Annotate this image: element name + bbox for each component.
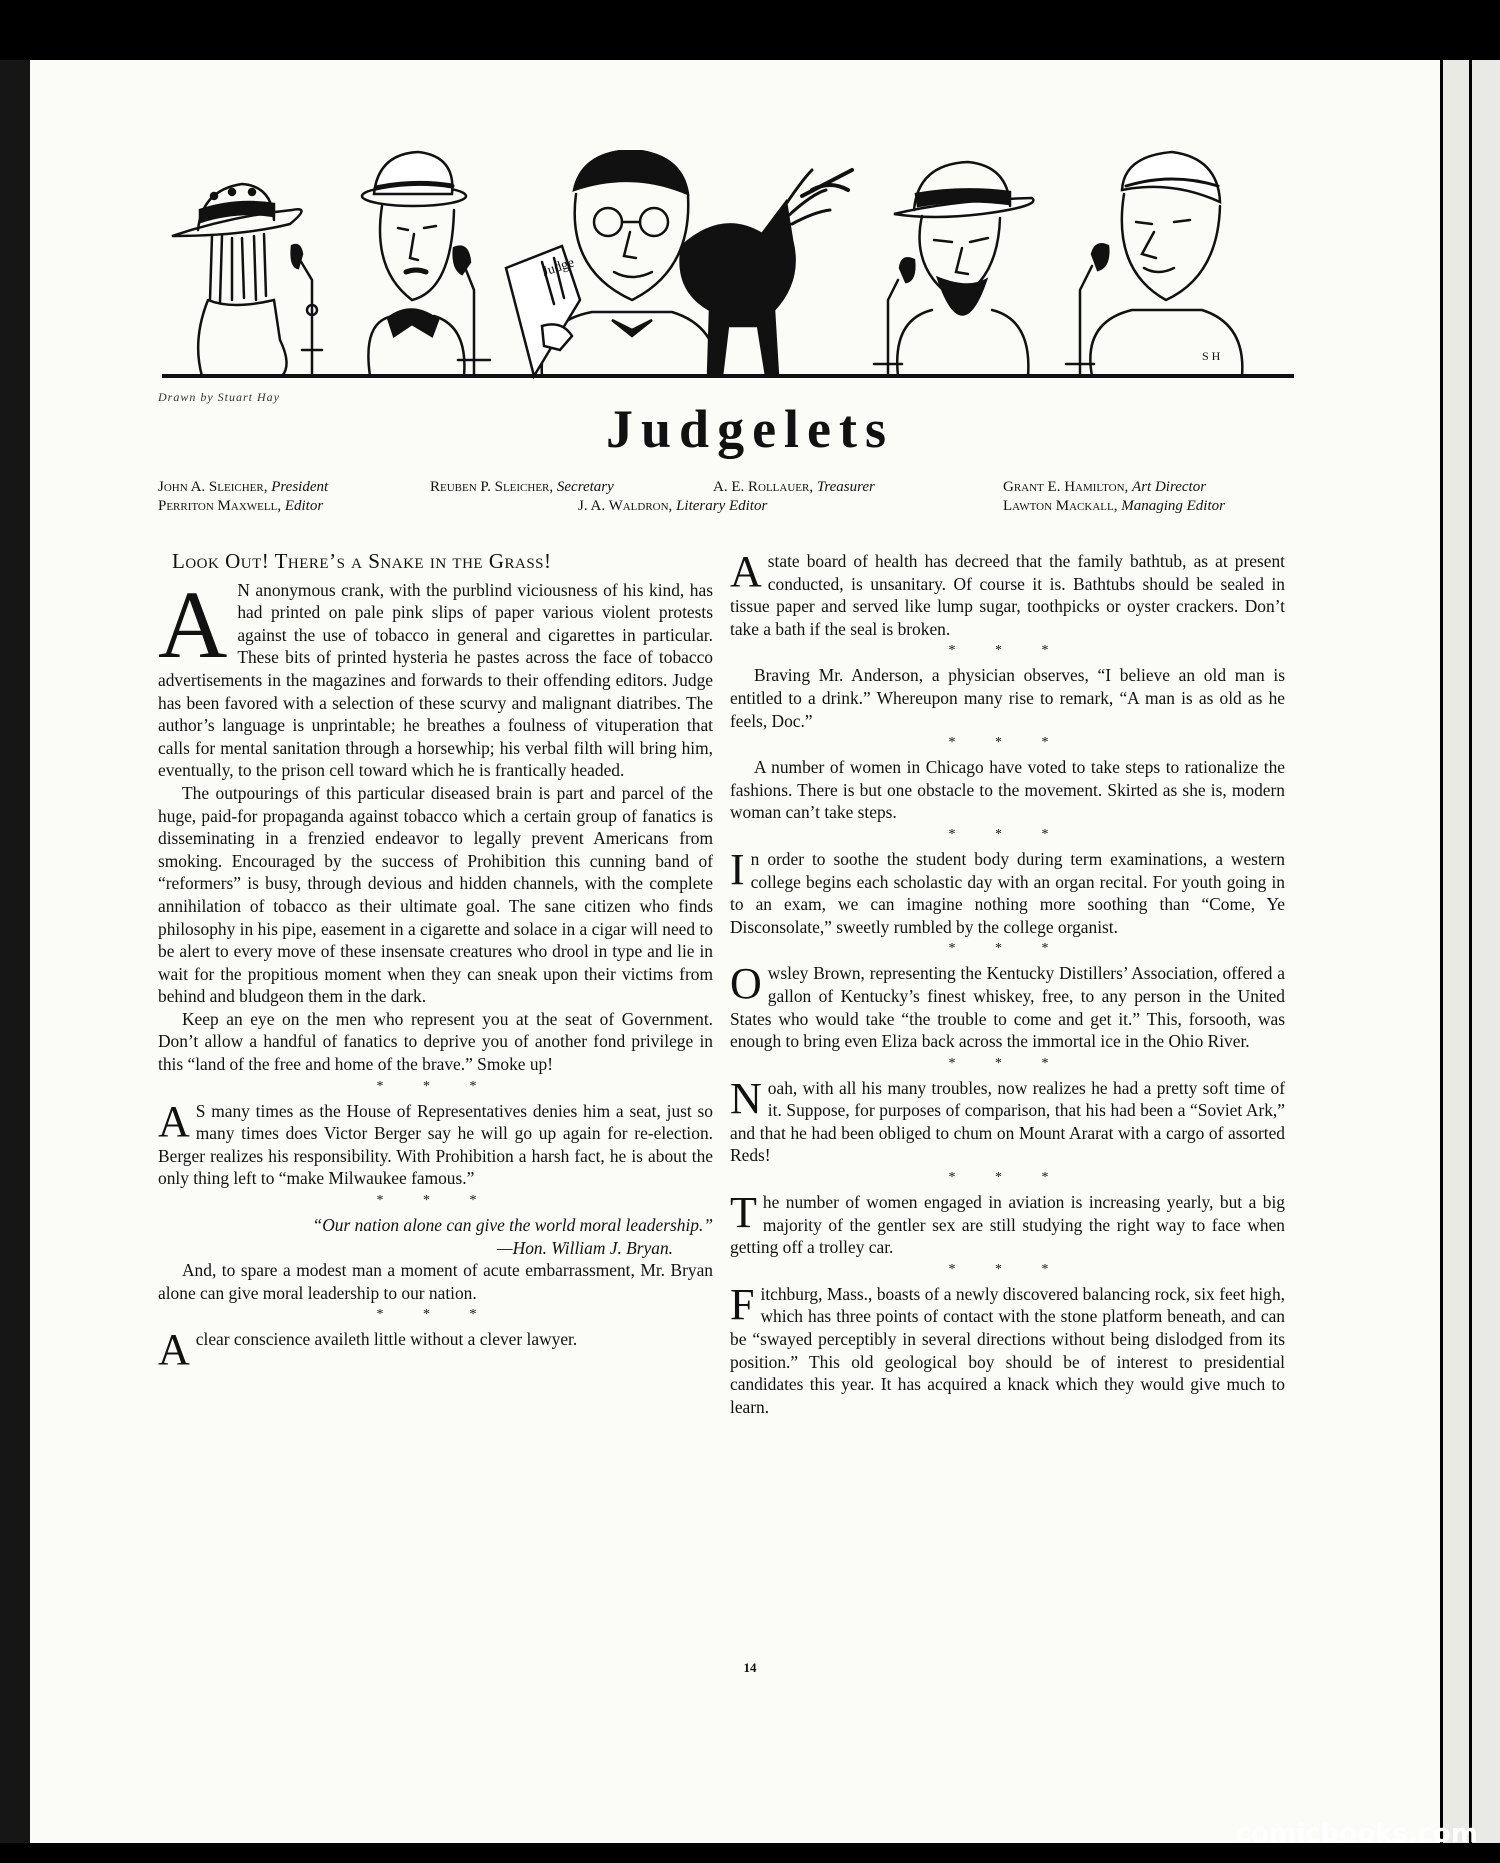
paragraph-bryan: And, to spare a modest man a moment of acute embarrassment, Mr. Bryan alone can give moral leadership to our nation. [158, 1260, 713, 1303]
staff-credit: A. E. Rollauer, Treasurer [713, 479, 875, 495]
article-column-left [158, 549, 713, 1375]
paragraph-fitchburg: Fitchburg, Mass., boasts of a newly discovered balancing rock, six feet high, which has three points of contact with the stone platform beneath, and can be “swayed perceptibly in several directions without being dislodged from its position.” This old geological boy should be of interest to presidential candidates this year. It has acquired a knack which they would give much to learn. [730, 1279, 1285, 1417]
figure-man-boater [362, 152, 490, 376]
black-cat [681, 170, 852, 376]
paragraph-anderson: Braving Mr. Anderson, a physician observes, “I believe an old man is entitled to a drink.” Whereupon many rise to remark, “A man is as old as he feels, Doc.” [730, 665, 1285, 731]
illustration-credit: Drawn by Stuart Hay [158, 390, 280, 404]
page-spine-line [1469, 60, 1472, 1843]
staff-credit: Lawton Mackall, Managing Editor [1003, 498, 1225, 514]
drop-cap: A [158, 1325, 190, 1375]
section-separator: * * * [376, 1078, 495, 1094]
svg-text:S H: S H [1202, 349, 1221, 363]
section-separator: * * * [948, 1055, 1067, 1071]
scan-gutter-left [0, 60, 30, 1843]
staff-credit: Reuben P. Sleicher, Secretary [430, 479, 614, 495]
section-separator: * * * [948, 1261, 1067, 1277]
section-separator: * * * [948, 735, 1067, 751]
paragraph-whiskey: Owsley Brown, representing the Kentucky Distillers’ Association, offered a gallon of Kentucky’s finest whiskey, free, to any person in the United States who would take “the trouble to come and get it.” This, forsooth, was enough to bring even Eliza back across the immortal ice in the Ohio River. [730, 959, 1285, 1052]
paragraph-berger: A S many times as the House of Representatives denies him a seat, just so many times does Victor Berger say he will go up again for re-election. Berger realizes his responsibility. With Prohibition a harsh fact, he is about the only thing left to “make Milwaukee famous.” [158, 1096, 713, 1189]
editors-caricature-illustration [162, 150, 1294, 384]
section-separator: * * * [948, 941, 1067, 957]
figure-man-cap [1066, 152, 1242, 376]
section-separator: * * * [376, 1307, 495, 1323]
paragraph-propaganda: The outpourings of this particular diseased brain is part and parcel of the huge, paid-for propaganda against tobacco which a certain group of fanatics is disseminating in a frenzied endeavor to legally prevent Americans from smoking. Encouraged by the success of Prohibition this cunning band of “reformers” is busy, through devious and hidden channels, with the complete annihilation of tobacco as their ultimate goal. The sane citizen who finds philosophy in his pipe, easement in a cigarette and solace in a cigar will need to be alert to every move of these insensate creatures who drool in type and lie in wait for the propitious moment when they can sneak upon their victims from behind and bludgeon them in the dark. [158, 782, 713, 1007]
adjacent-page-edge [1440, 60, 1500, 1843]
paragraph-lawyer: Aclear conscience availeth little without a clever lawyer. [158, 1325, 578, 1375]
staff-credit: Perriton Maxwell, Editor [158, 498, 324, 514]
drop-cap: A [730, 547, 762, 596]
paragraph-aviation: The number of women engaged in aviation is increasing yearly, but a big majority of the gentler sex are still studying the right way to face when getting off a trolley car. [730, 1188, 1285, 1258]
page-title: Judgelets [606, 399, 894, 459]
drop-cap: A [158, 570, 228, 678]
article-headline: Look Out! There’s a Snake in the Grass! [172, 549, 552, 573]
drop-cap: T [730, 1188, 757, 1238]
section-separator: * * * [376, 1193, 495, 1209]
staff-credit: Grant E. Hamilton, Art Director [1003, 479, 1207, 495]
paragraph-smoke-up: Keep an eye on the men who represent you at the seat of Government. Don’t allow a handful of fanatics to deprive you of another fond privilege in this “land of the free and home of the brave.” Smoke up! [158, 1008, 713, 1075]
section-separator: * * * [948, 643, 1067, 659]
paragraph-noah: Noah, with all his many troubles, now realizes he had a pretty soft time of it. Suppose, for purposes of comparison, that his had been a “Soviet Ark,” and that he had been obliged to chum on Mount Ararat with a cargo of assorted Reds! [730, 1073, 1285, 1166]
quote-attribution: —Hon. William J. Bryan. [497, 1237, 673, 1258]
drop-cap: I [730, 844, 745, 894]
page-number: 14 [743, 1660, 757, 1675]
drop-cap: N [730, 1073, 762, 1123]
paragraph-crank: A N anonymous crank, with the purblind viciousness of his kind, has had printed on pale pink slips of paper various violent protests against the use of tobacco in general and cigarettes in particular. These bits of printed hysteria he pastes across the face of tobacco advertisements in the magazines and forwards to their offending editors. Judge has been favored with a selection of these scurvy and malignant diatribes. The author’s language is unprintable; he breathes a foulness of vituperation that calls for mental sanitation through a horsewhip; his verbal filth will bring him, eventually, to the prison cell toward which he is frantically headed. [158, 570, 713, 781]
section-separator: * * * [948, 1170, 1067, 1186]
paragraph-fashions: A number of women in Chicago have voted to take steps to rationalize the fashions. There is but one obstacle to the movement. Skirted as she is, modern woman can’t take steps. [730, 757, 1285, 823]
paragraph-bathtub: Astate board of health has decreed that the family bathtub, as at present conducted, is unsanitary. Of course it is. Bathtubs should be sealed in tissue paper and served like lump sugar, toothpicks or oyster crackers. Don’t take a bath if the seal is broken. [730, 547, 1285, 639]
staff-credit: John A. Sleicher, President [158, 479, 329, 495]
article-column-right [730, 547, 1285, 1418]
drop-cap: O [730, 959, 762, 1009]
drop-cap: A [158, 1096, 190, 1146]
site-watermark: comicbooks.com [1235, 1819, 1478, 1849]
drop-cap: F [730, 1279, 755, 1329]
section-separator: * * * [948, 826, 1067, 842]
staff-credit: J. A. Waldron, Literary Editor [578, 498, 768, 514]
bryan-quote: “Our nation alone can give the world moral leadership.” [312, 1215, 713, 1236]
figure-woman-hat [172, 184, 322, 376]
paragraph-college: In order to soothe the student body during term examinations, a western college begins each scholastic day with an organ recital. For youth going in to an exam, we can imagine nothing more soothing than “Come, Ye Disconsolate,” sweetly rumbled by the college organist. [730, 844, 1285, 937]
figure-bearded-man [874, 162, 1033, 376]
svg-text:Judge: Judge [540, 255, 577, 280]
